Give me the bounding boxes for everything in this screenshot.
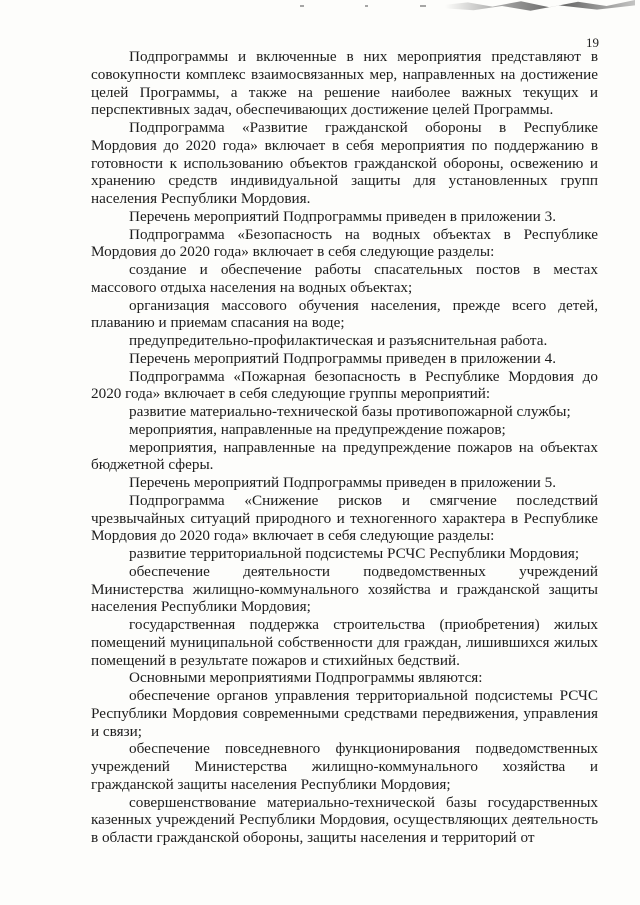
paragraph-main-measures: Основными мероприятиями Подпрограммы являются: [129,669,483,687]
paragraph-risk-reduction-subprogram: Подпрограмма «Снижение рисков и смягчение последствий чрезвычайных ситуаций природного и техногенного характера в Республике Мордовия до 2020 года» включает в себя следующие разделы: [91,491,598,545]
paragraph-civil-defense-subprogram: Подпрограмма «Развитие гражданской обороны в Республике Мордовия до 2020 года» включает в себя мероприятия по поддержанию в готовности к использованию объектов гражданской обороны, освежению и хранению средств индивидуальной защиты для установленных групп населения Республики Мордовия. [91,119,598,207]
list-item: государственная поддержка строительства (приобретения) жилых помещений муниципальной собственности для граждан, лишившихся жилых помещений в результате пожаров и стихийных бедствий. [91,616,598,669]
list-item: предупредительно-профилактическая и разъяснительная работа. [129,332,548,349]
list-item: обеспечение органов управления территориальной подсистемы РСЧС Республики Мордовия современными средствами передвижения, управления и связи; [91,687,598,740]
scan-speck [300,5,304,7]
paragraph-appendix-5: Перечень мероприятий Подпрограммы приведен в приложении 5. [129,474,556,491]
list-item: обеспечение повседневного функционирования подведомственных учреждений Министерства жилищно-коммунального хозяйства и гражданской защиты населения Республики Мордовия; [91,740,598,793]
scan-edge-artifact [445,0,635,12]
page-number: 19 [586,35,599,50]
list-item: мероприятия, направленные на предупреждение пожаров; [129,420,506,438]
document-body [91,48,598,847]
list-item: мероприятия, направленные на предупреждение пожаров на объектах бюджетной сферы. [91,438,598,474]
list-item: организация массового обучения населения, прежде всего детей, плаванию и приемам спасания на воде; [91,296,598,332]
paragraph-appendix-3: Перечень мероприятий Подпрограммы приведен в приложении 3. [129,207,556,225]
list-item: развитие материально-технической базы противопожарной службы; [129,403,571,420]
paragraph-appendix-4: Перечень мероприятий Подпрограммы приведен в приложении 4. [129,349,556,367]
paragraph-fire-safety-subprogram: Подпрограмма «Пожарная безопасность в Республике Мордовия до 2020 года» включает в себя следующие группы мероприятий: [91,367,598,403]
scan-speck [420,5,426,7]
scan-speck [365,5,368,7]
list-item: совершенствование материально-технической базы государственных казенных учреждений Республики Мордовия, осуществляющих деятельность в области гражданской обороны, защиты населения и территорий от [91,793,598,846]
list-item: создание и обеспечение работы спасательных постов в местах массового отдыха населения на водных объектах; [91,261,598,296]
paragraph-water-safety-subprogram: Подпрограмма «Безопасность на водных объектах в Республике Мордовия до 2020 года» включает в себя следующие разделы: [91,225,598,261]
list-item: развитие территориальной подсистемы РСЧС Республики Мордовия; [129,545,580,562]
paragraph-intro: Подпрограммы и включенные в них мероприятия представляют в совокупности комплекс взаимосвязанных мер, направленных на достижение целей Программы, а также на решение наиболее важных текущих и перспективных задач, обеспечивающих достижение целей Программы. [91,48,598,119]
list-item: обеспечение деятельности подведомственных учреждений Министерства жилищно-коммунального хозяйства и гражданской защиты населения Республики Мордовия; [91,562,598,616]
